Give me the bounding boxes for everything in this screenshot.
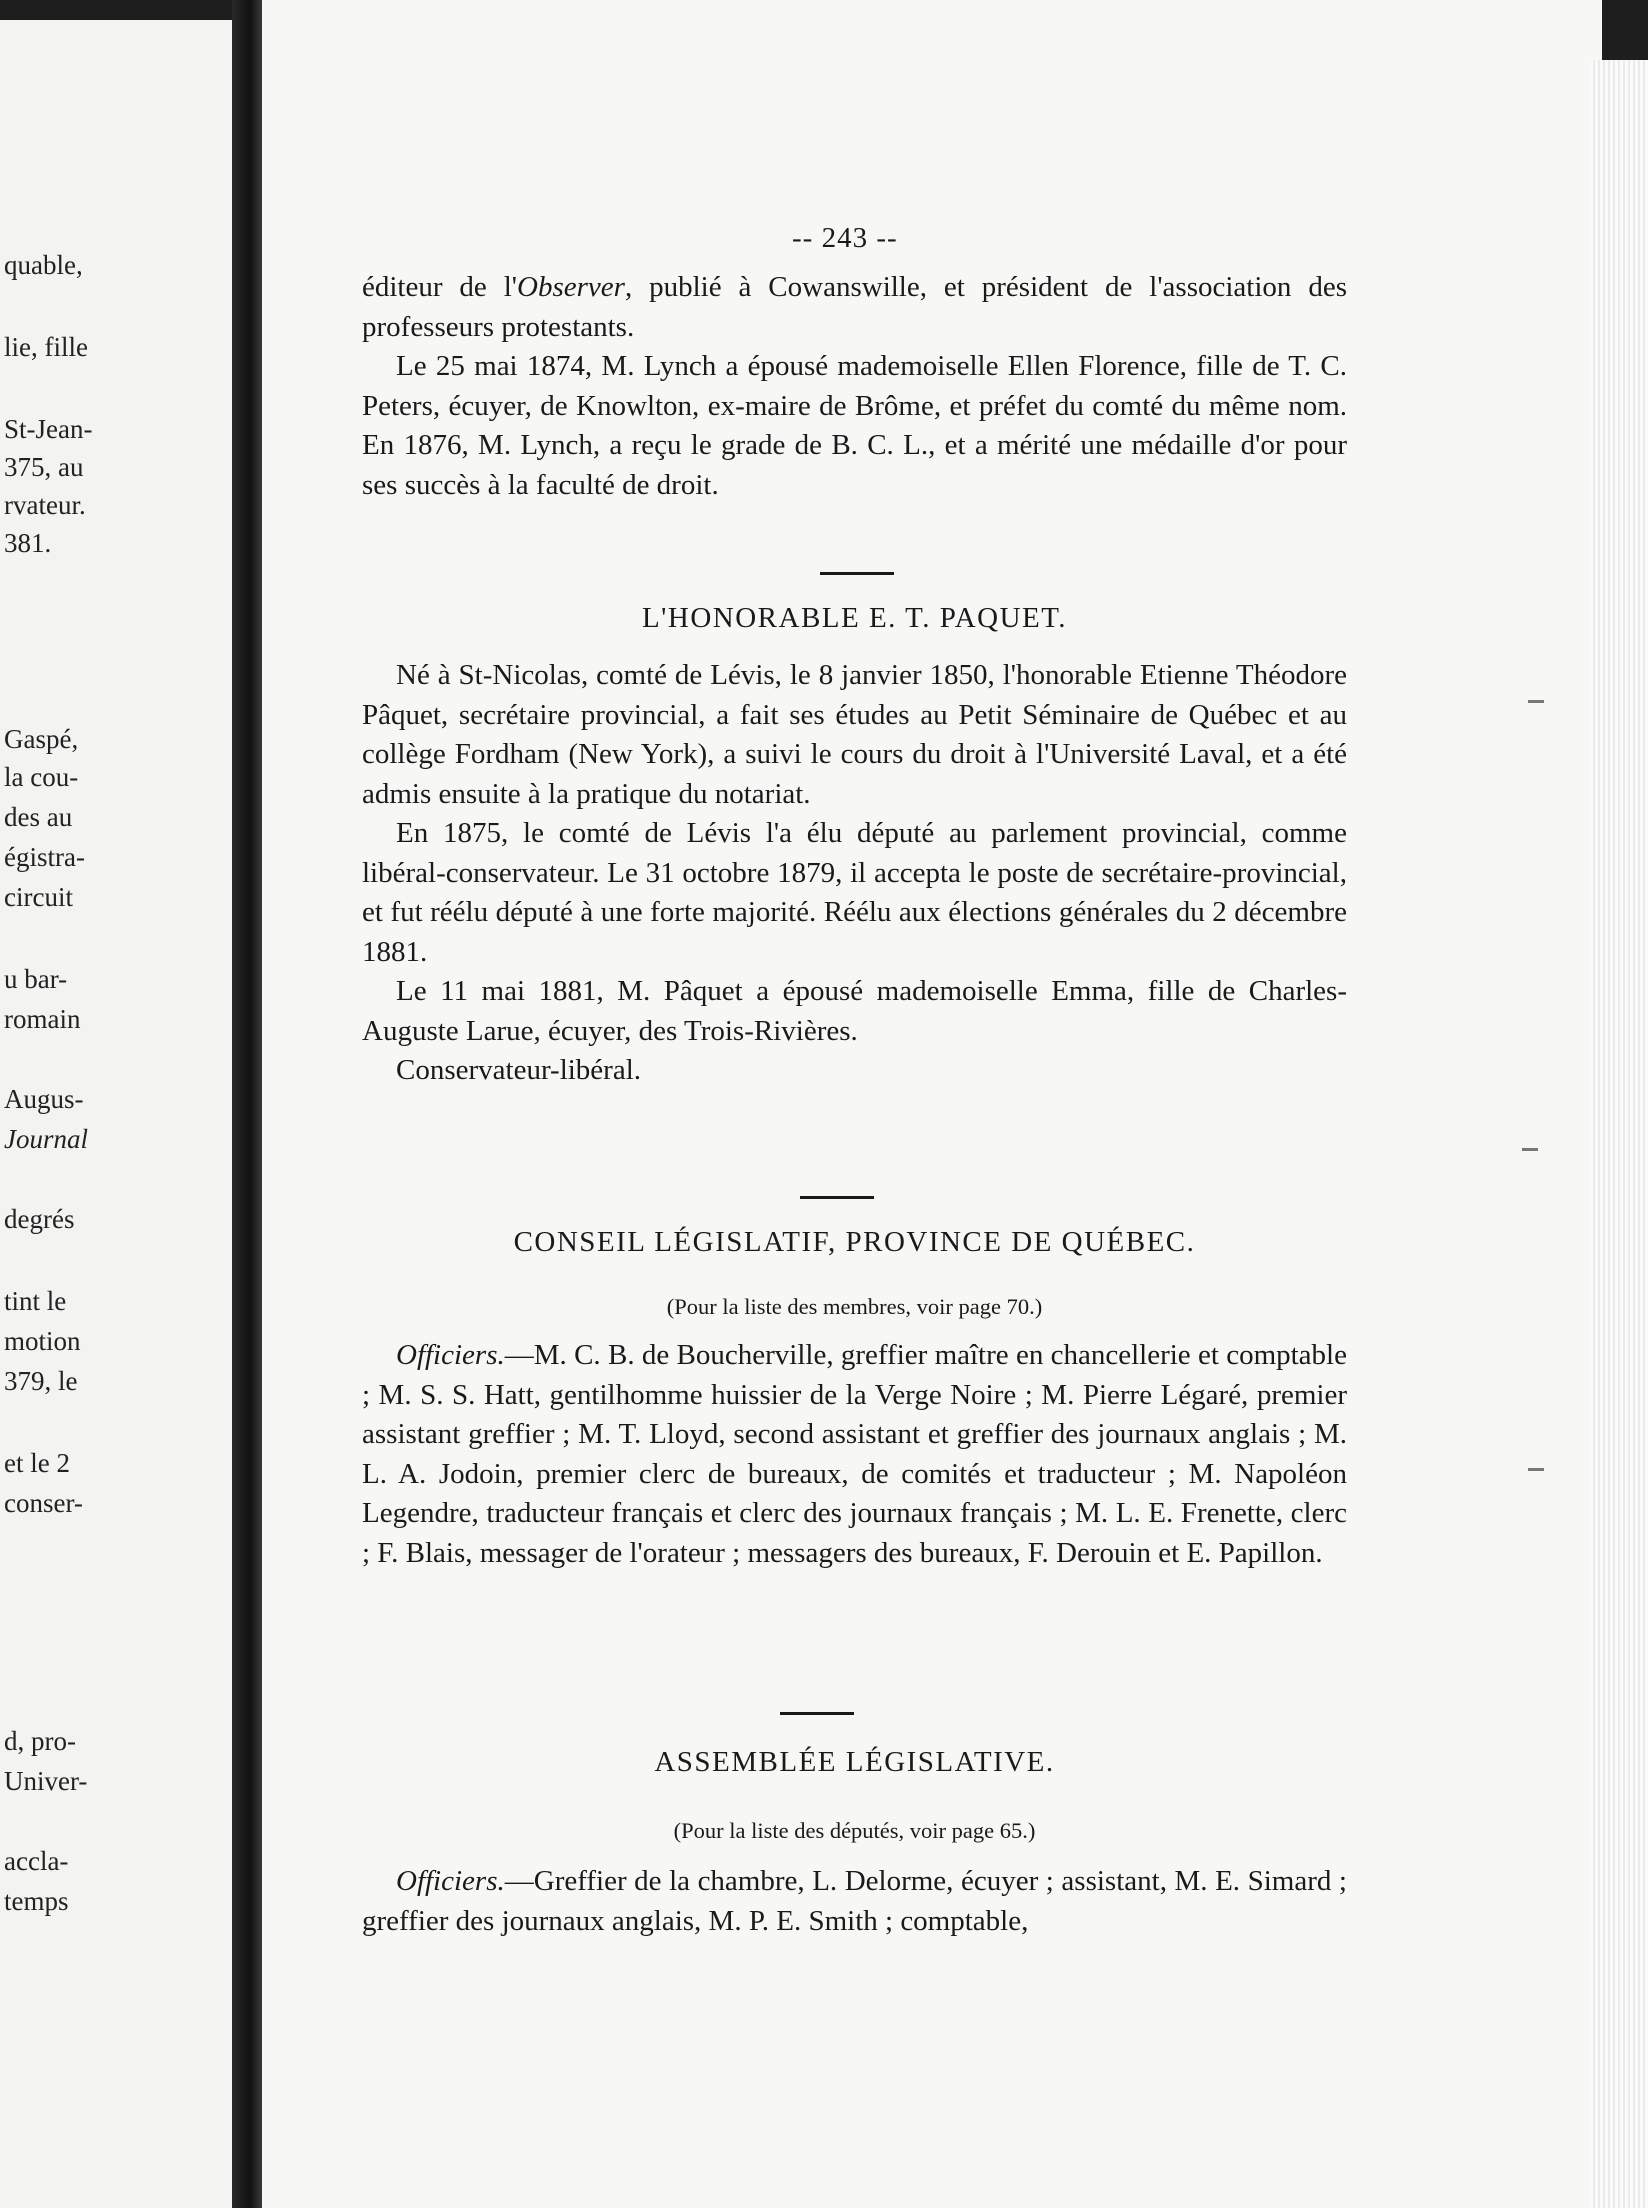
- page-number: -- 243 --: [792, 222, 898, 254]
- left-line: 375, au: [4, 452, 84, 482]
- left-line: rvateur.: [4, 490, 86, 520]
- section-heading: L'HONORABLE E. T. PAQUET.: [641, 602, 1068, 634]
- paragraph: Conservateur-libéral.: [396, 1054, 642, 1086]
- left-line: romain: [4, 1004, 81, 1034]
- biography-lynch-end: [362, 268, 1347, 505]
- assemblee-officers: [362, 1862, 1347, 1941]
- section-heading: CONSEIL LÉGISLATIF, PROVINCE DE QUÉBEC.: [513, 1226, 1196, 1258]
- text-run: —M. C. B. de Boucherville, greffier maître en chancellerie et comptable ; M. S. S. Hatt, gentilhomme huissier de la Verge Noire ; M. Pierre Légaré, premier assistant greffier ; M. T. Lloyd, second assistant et greffier des journaux anglais ; M. L. A. Jodoin, premier clerc de bureaux, de comités et traducteur ; M. Napoléon Legendre, traducteur français et clerc des journaux français ; M. L. E. Frenette, clerc ; F. Blais, messager de l'orateur ; messagers des bureaux, F. Derouin et E. Papillon.: [362, 1339, 1347, 1569]
- paragraph: [362, 1336, 1347, 1573]
- page-mark: [1528, 700, 1544, 703]
- section-note: (Pour la liste des membres, voir page 70.): [666, 1294, 1043, 1319]
- left-line: Gaspé,: [4, 724, 79, 754]
- left-line: temps: [4, 1886, 69, 1916]
- text-run: —Greffier de la chambre, L. Delorme, écuyer ; assistant, M. E. Simard ; greffier des journaux anglais, M. P. E. Smith ; comptable,: [362, 1865, 1347, 1937]
- left-line: circuit: [4, 882, 73, 912]
- page-mark: [1522, 1148, 1538, 1151]
- section-heading: ASSEMBLÉE LÉGISLATIVE.: [654, 1746, 1055, 1778]
- conseil-officers: [362, 1336, 1347, 1573]
- left-line: quable,: [4, 250, 83, 280]
- paragraph: [362, 1862, 1347, 1941]
- left-line: d, pro-: [4, 1726, 76, 1756]
- text-run: , publié à Cowanswille, et président de l'association des professeurs protestants.: [362, 271, 1347, 343]
- paragraph: Le 11 mai 1881, M. Pâquet a épousé mademoiselle Emma, fille de Charles-Auguste Larue, écuyer, des Trois-Rivières.: [362, 975, 1347, 1047]
- publication-title: Observer: [517, 271, 625, 303]
- left-line: degrés: [4, 1204, 75, 1234]
- left-line: Univer-: [4, 1766, 88, 1796]
- paragraph: [362, 268, 1347, 347]
- officers-label: Officiers.: [396, 1339, 505, 1371]
- page-mark: [1528, 1468, 1544, 1471]
- page-edges: [1590, 60, 1648, 2208]
- left-line: conser-: [4, 1488, 83, 1518]
- section-rule: [780, 1712, 854, 1715]
- left-line: et le 2: [4, 1448, 70, 1478]
- left-line: des au: [4, 802, 73, 832]
- biography-paquet: [362, 656, 1347, 1091]
- left-page-fragment: [0, 20, 232, 2208]
- left-line: motion: [4, 1326, 81, 1356]
- left-line: accla-: [4, 1846, 69, 1876]
- left-line: lie, fille: [4, 332, 88, 362]
- left-line: u bar-: [4, 964, 68, 994]
- section-rule: [800, 1196, 874, 1199]
- officers-label: Officiers.: [396, 1865, 505, 1897]
- left-line: 379, le: [4, 1366, 78, 1396]
- paragraph: Né à St-Nicolas, comté de Lévis, le 8 janvier 1850, l'honorable Etienne Théodore Pâquet, secrétaire provincial, a fait ses études au Petit Séminaire de Québec et au collège Fordham (New York), a suivi le cours du droit à l'Université Laval, et a été admis ensuite à la pratique du notariat.: [362, 659, 1347, 810]
- left-line: tint le: [4, 1286, 67, 1316]
- section-note: (Pour la liste des députés, voir page 65.): [673, 1818, 1036, 1843]
- left-line: la cou-: [4, 762, 79, 792]
- left-line: égistra-: [4, 842, 85, 872]
- left-line: Journal: [4, 1124, 88, 1154]
- left-line: 381.: [4, 528, 52, 558]
- paragraph: Le 25 mai 1874, M. Lynch a épousé mademoiselle Ellen Florence, fille de T. C. Peters, écuyer, de Knowlton, ex-maire de Brôme, et préfet du comté du même nom. En 1876, M. Lynch, a reçu le grade de B. C. L., et a mérité une médaille d'or pour ses succès à la faculté de droit.: [362, 350, 1347, 501]
- section-rule: [820, 572, 894, 575]
- text-run: éditeur de l': [362, 271, 518, 303]
- left-line: Augus-: [4, 1084, 84, 1114]
- left-line: St-Jean-: [4, 414, 93, 444]
- paragraph: En 1875, le comté de Lévis l'a élu député au parlement provincial, comme libéral-conservateur. Le 31 octobre 1879, il accepta le poste de secrétaire-provincial, et fut réélu député à une forte majorité. Réélu aux élections générales du 2 décembre 1881.: [362, 817, 1347, 968]
- book-gutter: [232, 0, 262, 2208]
